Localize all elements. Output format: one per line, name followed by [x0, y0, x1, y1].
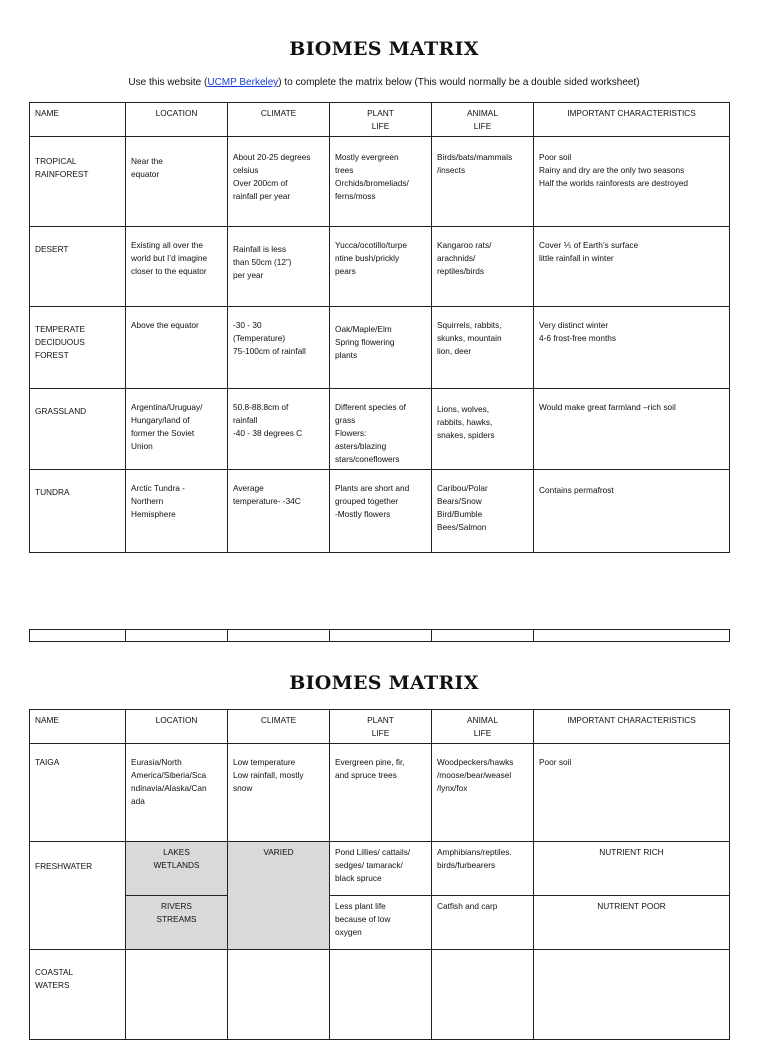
- plant-life-cell: Plants are short and grouped together -Mostly flowers: [330, 470, 432, 553]
- biome-name: TUNDRA: [30, 470, 126, 553]
- table-row-coastal-waters: [30, 950, 730, 1040]
- animal-life-cell: Catfish and carp: [432, 896, 534, 950]
- biome-name: TROPICAL RAINFOREST: [30, 137, 126, 227]
- location-cell: Arctic Tundra - Northern Hemisphere: [126, 470, 228, 553]
- biome-name: GRASSLAND: [30, 389, 126, 470]
- table-row-freshwater-lakes: [30, 842, 730, 896]
- header-location: LOCATION: [126, 710, 228, 744]
- page-title: BIOMES MATRIX: [289, 38, 479, 60]
- plant-life-cell: Evergreen pine, fir, and spruce trees: [330, 744, 432, 842]
- plant-life-cell: Less plant life because of low oxygen: [330, 896, 432, 950]
- plant-life-cell: Mostly evergreen trees Orchids/bromeliads/ ferns/moss: [330, 137, 432, 227]
- table-row-taiga: [30, 744, 730, 842]
- intro-text-before: Use this website (: [128, 77, 208, 88]
- biome-name: COASTAL WATERS: [30, 950, 126, 1040]
- empty-cell[interactable]: [228, 630, 330, 642]
- location-cell: Argentina/Uruguay/ Hungary/land of former the Soviet Union: [126, 389, 228, 470]
- characteristics-cell: Contains permafrost: [534, 470, 730, 553]
- plant-life-cell: Pond Lillies/ cattails/ sedges/ tamarack/ black spruce: [330, 842, 432, 896]
- climate-cell[interactable]: [228, 950, 330, 1040]
- header-climate: CLIMATE: [228, 103, 330, 137]
- table-row-desert: [30, 227, 730, 307]
- characteristics-cell[interactable]: [534, 950, 730, 1040]
- animal-life-cell: Woodpeckers/hawks /moose/bear/weasel /lynx/fox: [432, 744, 534, 842]
- climate-cell: -30 - 30 (Temperature) 75-100cm of rainfall: [228, 307, 330, 389]
- header-plant-life: PLANT LIFE: [330, 103, 432, 137]
- empty-cell[interactable]: [126, 630, 228, 642]
- location-cell-rivers-streams: RIVERS STREAMS: [126, 896, 228, 950]
- location-cell: Eurasia/North America/Siberia/Sca ndinavia/Alaska/Can ada: [126, 744, 228, 842]
- characteristics-cell: Very distinct winter 4-6 frost-free months: [534, 307, 730, 389]
- characteristics-cell: Poor soil: [534, 744, 730, 842]
- climate-cell: About 20-25 degrees celsius Over 200cm of rainfall per year: [228, 137, 330, 227]
- animal-life-cell: Birds/bats/mammals /insects: [432, 137, 534, 227]
- characteristics-cell: Cover ⅕ of Earth’s surface little rainfall in winter: [534, 227, 730, 307]
- animal-life-cell: Caribou/Polar Bears/Snow Bird/Bumble Bees/Salmon: [432, 470, 534, 553]
- characteristics-cell: NUTRIENT POOR: [534, 896, 730, 950]
- animal-life-cell: Squirrels, rabbits, skunks, mountain lion, deer: [432, 307, 534, 389]
- characteristics-cell: Would make great farmland –rich soil: [534, 389, 730, 470]
- header-plant-life: PLANT LIFE: [330, 710, 432, 744]
- biome-name: DESERT: [30, 227, 126, 307]
- climate-cell: Low temperature Low rainfall, mostly snow: [228, 744, 330, 842]
- table-row-temperate-deciduous-forest: [30, 307, 730, 389]
- location-cell: Near the equator: [126, 137, 228, 227]
- table-row-tropical-rainforest: [30, 137, 730, 227]
- animal-life-cell: Lions, wolves, rabbits, hawks, snakes, spiders: [432, 389, 534, 470]
- location-cell[interactable]: [126, 950, 228, 1040]
- table-row-grassland: [30, 389, 730, 470]
- plant-life-cell: Yucca/ocotillo/turpe ntine bush/prickly pears: [330, 227, 432, 307]
- climate-cell: Average temperature- -34C: [228, 470, 330, 553]
- table-header-row: [30, 710, 730, 744]
- climate-cell: Rainfall is less than 50cm (12”) per year: [228, 227, 330, 307]
- biome-name: TEMPERATE DECIDUOUS FOREST: [30, 307, 126, 389]
- page-title-2: BIOMES MATRIX: [289, 672, 479, 694]
- header-animal-life: ANIMAL LIFE: [432, 710, 534, 744]
- plant-life-cell[interactable]: [330, 950, 432, 1040]
- animal-life-cell: Kangaroo rats/ arachnids/ reptiles/birds: [432, 227, 534, 307]
- animal-life-cell[interactable]: [432, 950, 534, 1040]
- biomes-matrix-table-1: [29, 102, 730, 553]
- header-name: NAME: [30, 103, 126, 137]
- empty-cell[interactable]: [432, 630, 534, 642]
- location-cell-lakes-wetlands: LAKES WETLANDS: [126, 842, 228, 896]
- animal-life-cell: Amphibians/reptiles. birds/furbearers: [432, 842, 534, 896]
- table-row-tundra: [30, 470, 730, 553]
- characteristics-cell: NUTRIENT RICH: [534, 842, 730, 896]
- biome-name: TAIGA: [30, 744, 126, 842]
- biome-name: FRESHWATER: [30, 842, 126, 950]
- biomes-matrix-table-2: [29, 709, 730, 1040]
- header-important-characteristics: IMPORTANT CHARACTERISTICS: [534, 710, 730, 744]
- location-cell: Above the equator: [126, 307, 228, 389]
- header-climate: CLIMATE: [228, 710, 330, 744]
- empty-cell[interactable]: [30, 630, 126, 642]
- plant-life-cell: Oak/Maple/Elm Spring flowering plants: [330, 307, 432, 389]
- empty-table-strip: [29, 629, 730, 642]
- header-important-characteristics: IMPORTANT CHARACTERISTICS: [534, 103, 730, 137]
- climate-cell: 50.8-88.8cm of rainfall -40 - 38 degrees C: [228, 389, 330, 470]
- header-location: LOCATION: [126, 103, 228, 137]
- header-name: NAME: [30, 710, 126, 744]
- table-row-freshwater-rivers: [30, 896, 730, 950]
- header-animal-life: ANIMAL LIFE: [432, 103, 534, 137]
- ucmp-berkeley-link[interactable]: UCMP Berkeley: [207, 77, 279, 88]
- table-header-row: [30, 103, 730, 137]
- location-cell: Existing all over the world but I’d imagine closer to the equator: [126, 227, 228, 307]
- empty-cell[interactable]: [330, 630, 432, 642]
- intro-text: [0, 77, 768, 88]
- plant-life-cell: Different species of grass Flowers: asters/blazing stars/coneflowers: [330, 389, 432, 470]
- empty-cell[interactable]: [534, 630, 730, 642]
- intro-text-after: ) to complete the matrix below (This would normally be a double sided worksheet): [278, 77, 640, 88]
- climate-cell-varied: VARIED: [228, 842, 330, 950]
- empty-row: [30, 630, 730, 642]
- characteristics-cell: Poor soil Rainy and dry are the only two seasons Half the worlds rainforests are destroyed: [534, 137, 730, 227]
